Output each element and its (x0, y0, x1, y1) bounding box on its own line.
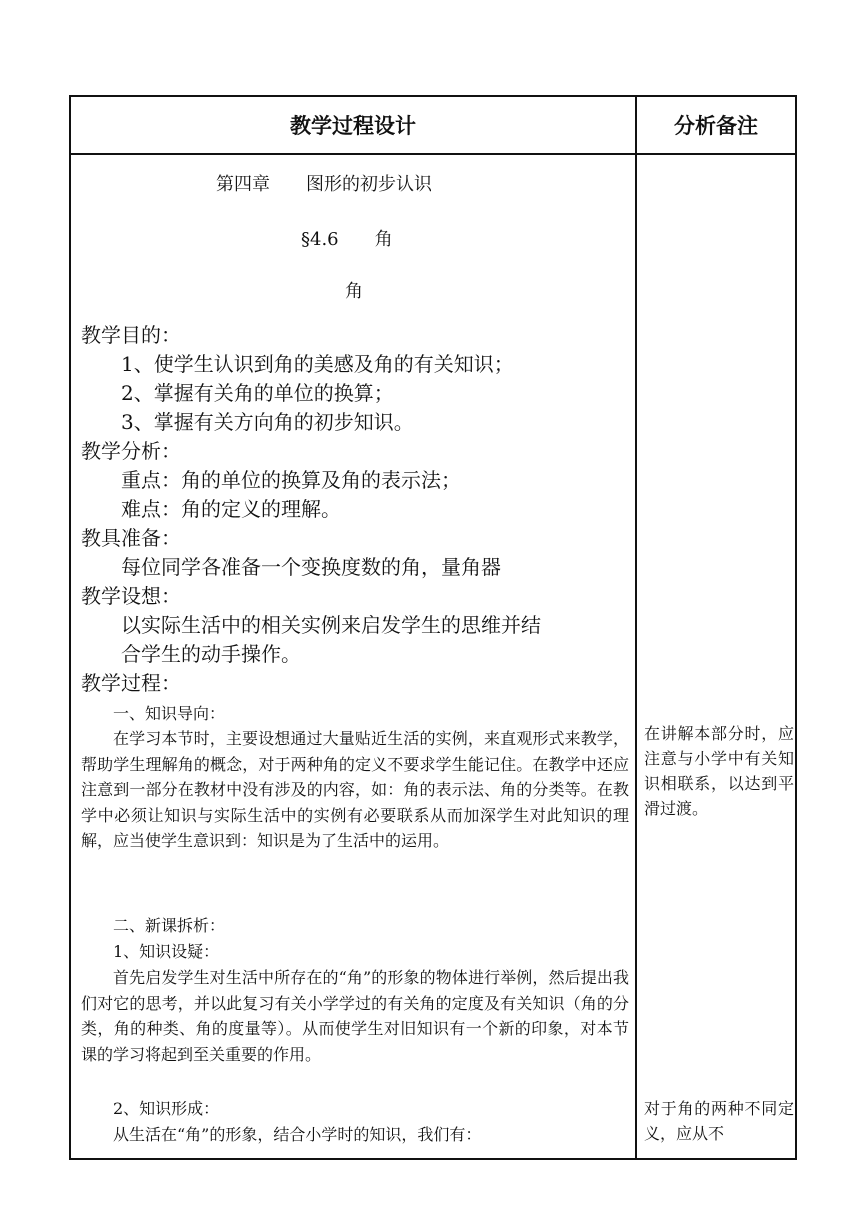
lesson-table (69, 95, 797, 1160)
objective-item: 3、掌握有关方向角的初步知识。 (121, 410, 414, 434)
sub1-text: 首先启发学生对生活中所存在的“角”的形象的物体进行举例，然后提出我们对它的思考，并以此复习有关小学学过的有关角的定度及有关知识（角的分类，角的种类、角的度量等）。从而使学生对旧知识有一个新的印象，对本节课的学习将起到至关重要的作用。 (81, 968, 629, 1064)
sub2-title: 2、知识形成： (113, 1099, 220, 1118)
part1-title: 一、知识导向： (113, 704, 226, 723)
column-divider (635, 97, 637, 1158)
chapter-line: 第四章 图形的初步认识 (216, 174, 432, 195)
topic-title: 角 (345, 281, 363, 302)
part2-title: 二、新课拆析： (113, 916, 226, 935)
design-line: 以实际生活中的相关实例来启发学生的思维并结 (121, 613, 541, 637)
sub2-text: 从生活在“角”的形象，结合小学时的知识，我们有： (113, 1125, 482, 1144)
header-divider (71, 153, 795, 155)
section-line: §4.6 角 (301, 229, 393, 250)
difficulty-point: 难点：角的定义的理解。 (121, 497, 341, 521)
process-heading: 教学过程： (81, 671, 181, 695)
objective-item: 1、使学生认识到角的美感及角的有关知识； (121, 352, 514, 376)
analysis-note: 在讲解本部分时，应注意与小学中有关知识相联系，以达到平滑过渡。 (644, 724, 794, 818)
objective-item: 2、掌握有关角的单位的换算； (121, 381, 394, 405)
tools-heading: 教具准备： (81, 526, 181, 550)
analysis-heading: 教学分析： (81, 439, 181, 463)
key-point: 重点：角的单位的换算及角的表示法； (121, 468, 461, 492)
header-analysis-notes: 分析备注 (674, 114, 758, 138)
tools-text: 每位同学各准备一个变换度数的角，量角器 (121, 555, 501, 579)
sub1-title: 1、知识设疑： (113, 942, 220, 961)
design-heading: 教学设想： (81, 584, 181, 608)
analysis-note: 对于角的两种不同定义，应从不 (644, 1099, 794, 1143)
part1-text: 在学习本节时，主要设想通过大量贴近生活的实例，来直观形式来教学，帮助学生理解角的概念，对于两种角的定义不要求学生能记住。在教学中还应注意到一部分在教材中没有涉及的内容，如：角的表示法、角的分类等。在教学中必须让知识与实际生活中的实例有必要联系从而加深学生对此知识的理解，应当使学生意识到：知识是为了生活中的运用。 (81, 729, 629, 850)
objectives-heading: 教学目的： (81, 323, 181, 347)
design-line: 合学生的动手操作。 (121, 642, 301, 666)
header-teaching-process: 教学过程设计 (290, 114, 416, 138)
